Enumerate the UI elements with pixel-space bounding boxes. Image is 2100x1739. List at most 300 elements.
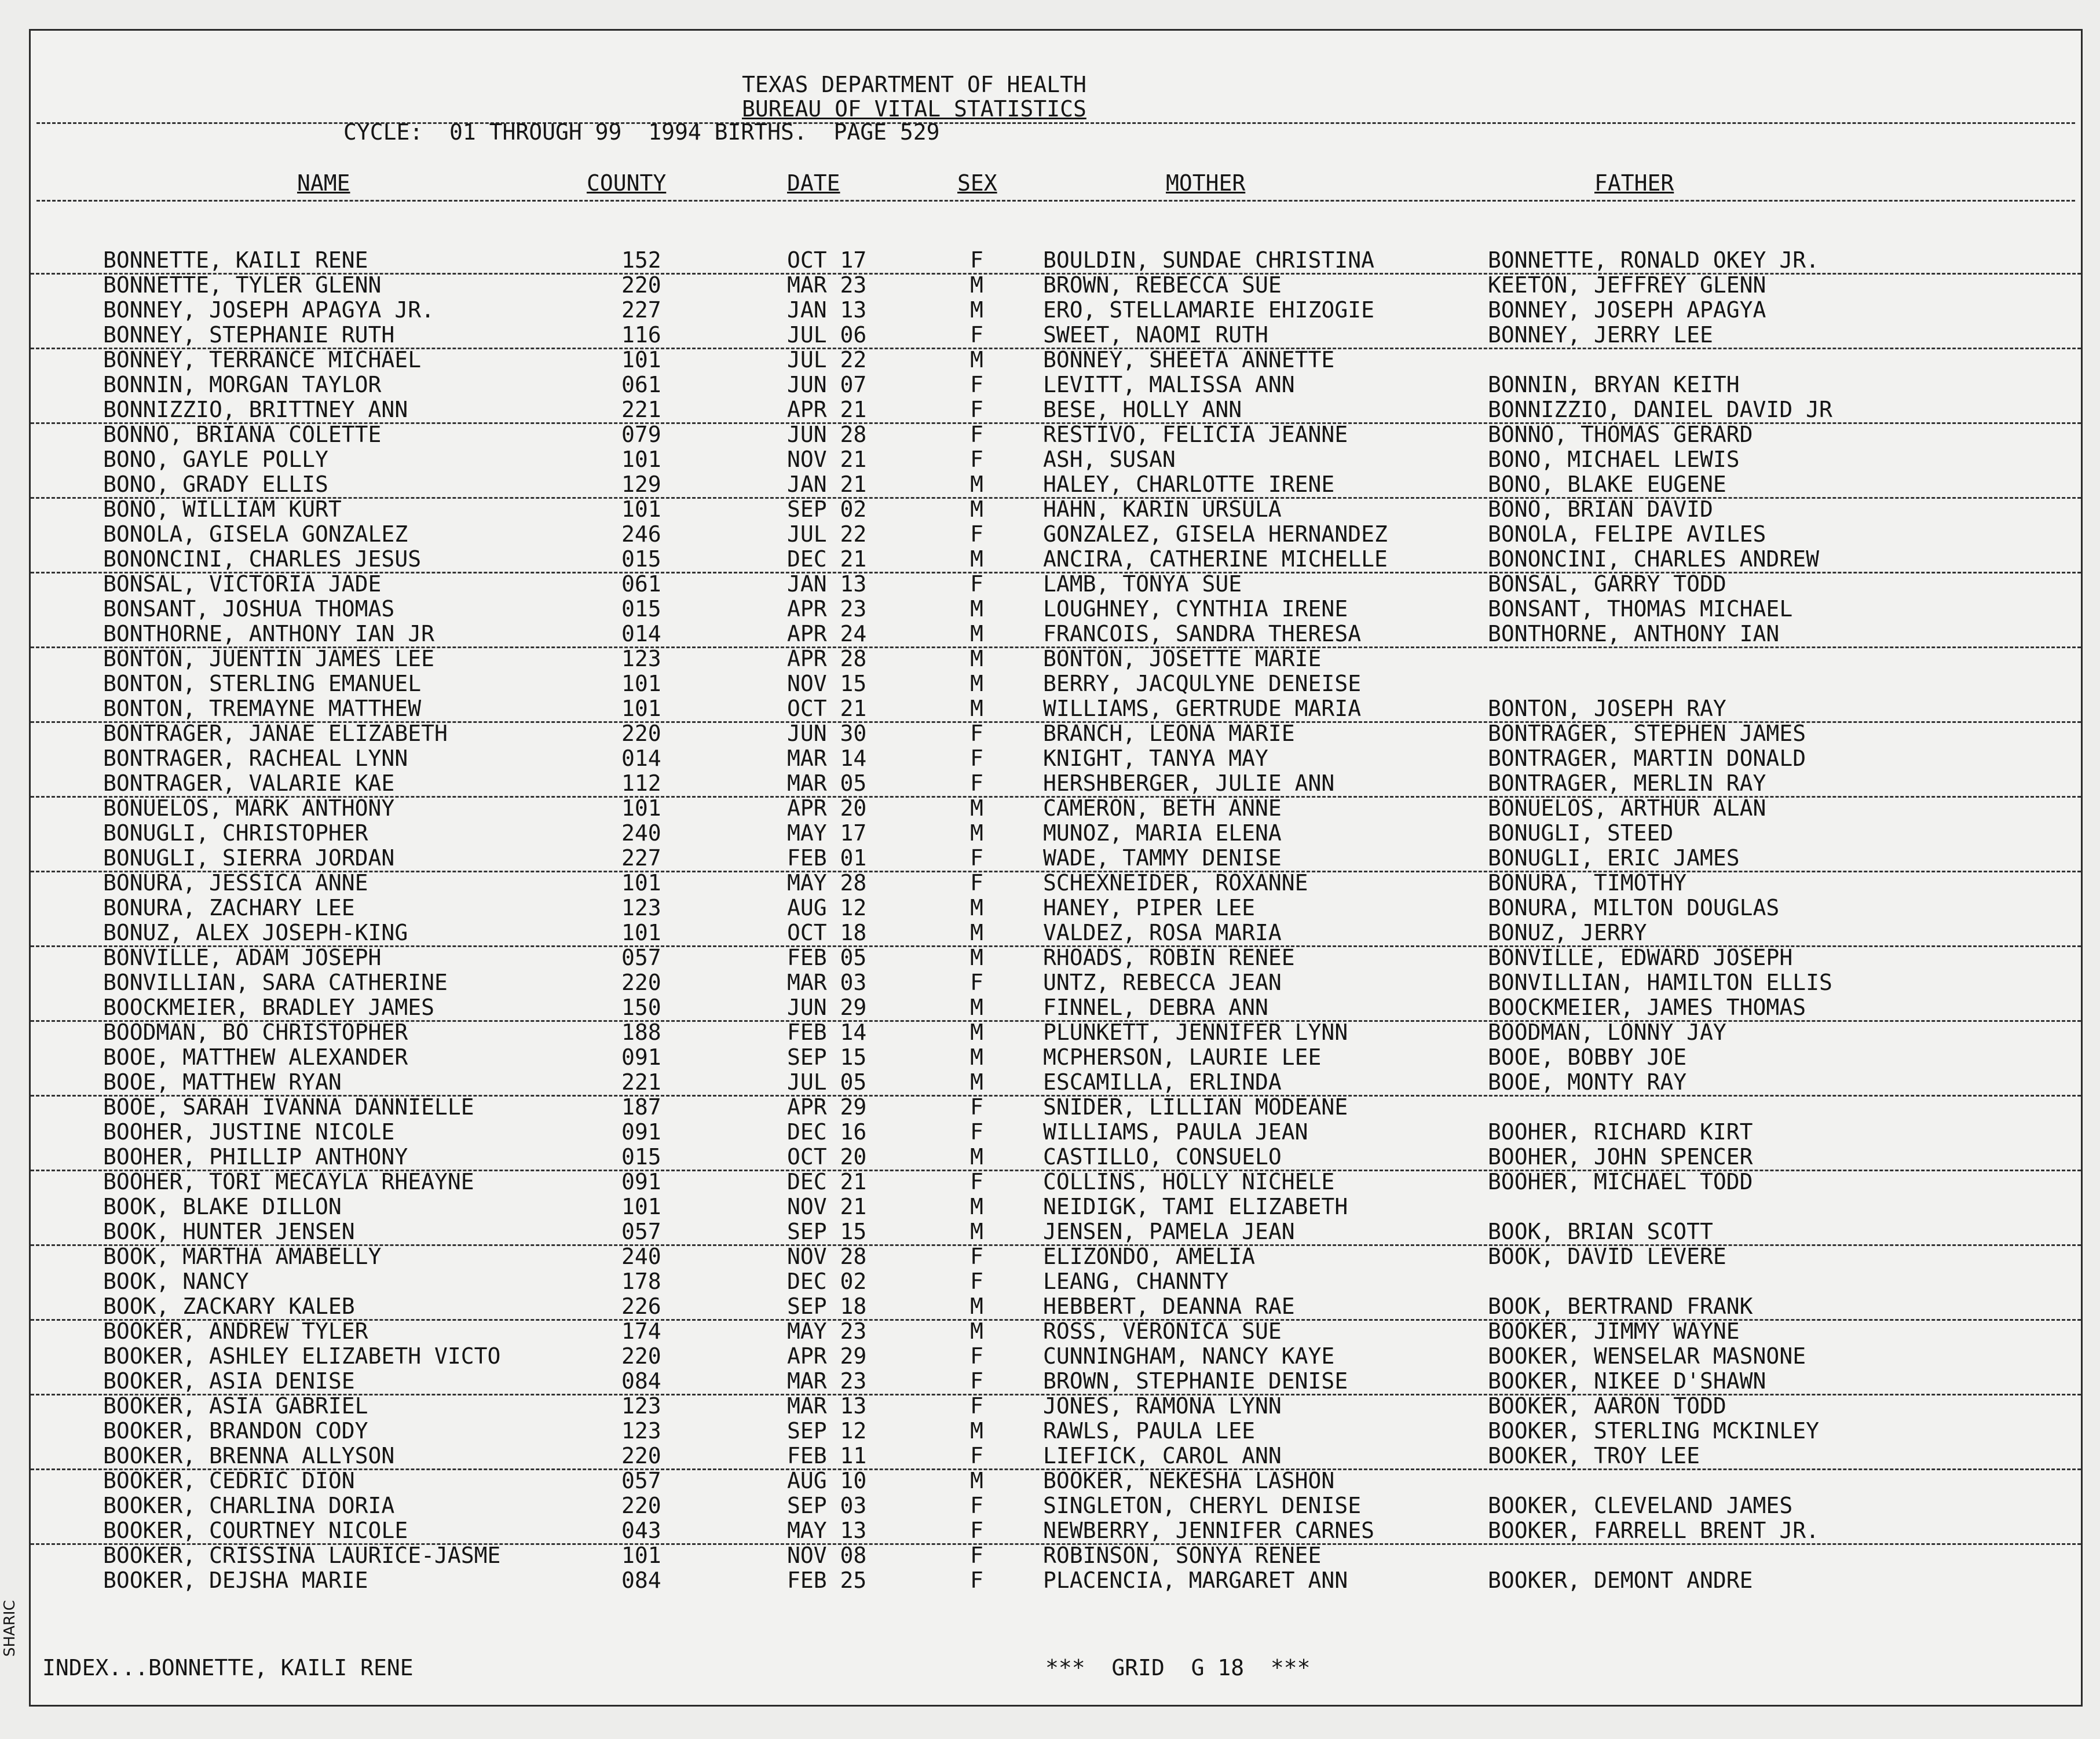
cell-date: DEC 02 [787,1269,867,1294]
table-row [31,298,2081,323]
cell-name: BONTRAGER, RACHEAL LYNN [103,746,408,771]
cell-father: BOOKER, TROY LEE [1488,1443,1700,1468]
cell-county: 220 [621,970,661,995]
column-header-name: NAME [297,170,350,196]
cell-date: APR 24 [787,621,867,646]
cell-mother: COLLINS, HOLLY NICHELE [1043,1169,1335,1194]
cell-date: MAY 13 [787,1518,867,1543]
cell-name: BOOKER, ASIA GABRIEL [103,1393,368,1419]
cell-name: BONNIN, MORGAN TAYLOR [103,372,382,397]
cell-mother: SNIDER, LILLIAN MODEANE [1043,1094,1348,1120]
cell-date: JAN 13 [787,571,867,597]
cell-sex: F [970,1393,983,1419]
cell-name: BOOHER, JUSTINE NICOLE [103,1119,395,1145]
cell-sex: F [970,1493,983,1518]
table-row [31,1020,2081,1045]
cell-date: FEB 14 [787,1020,867,1045]
table-row [31,1070,2081,1097]
cell-county: 101 [621,920,661,945]
cell-name: BOOHER, PHILLIP ANTHONY [103,1144,408,1170]
cell-county: 101 [621,1194,661,1219]
cell-mother: ROSS, VERONICA SUE [1043,1318,1282,1344]
cell-date: FEB 05 [787,945,867,970]
cell-name: BOOK, BLAKE DILLON [103,1194,342,1219]
cell-mother: LEANG, CHANNTY [1043,1269,1229,1294]
table-row [31,622,2081,648]
cell-name: BOOKER, CEDRIC DION [103,1468,355,1493]
cell-name: BONTRAGER, JANAE ELIZABETH [103,721,448,746]
cell-father: BONVILLIAN, HAMILTON ELLIS [1488,970,1832,995]
cell-name: BONURA, JESSICA ANNE [103,870,368,896]
cell-sex: M [970,945,983,970]
cell-sex: M [970,1219,983,1244]
side-label: SHARIC [1,1600,19,1657]
cell-mother: PLACENCIA, MARGARET ANN [1043,1568,1348,1593]
cell-mother: RESTIVO, FELICIA JEANNE [1043,422,1348,447]
cell-county: 227 [621,845,661,871]
cell-mother: BESE, HOLLY ANN [1043,397,1242,422]
cell-father: BOOKER, DEMONT ANDRE [1488,1568,1753,1593]
cell-name: BONO, GAYLE POLLY [103,447,328,472]
cell-mother: CASTILLO, CONSUELO [1043,1144,1282,1170]
cell-mother: JONES, RAMONA LYNN [1043,1393,1282,1419]
cell-father: BOOKER, STERLING MCKINLEY [1488,1418,1819,1444]
table-row [31,671,2081,696]
cell-county: 101 [621,671,661,696]
cell-name: BONOLA, GISELA GONZALEZ [103,521,408,547]
cell-county: 084 [621,1568,661,1593]
cell-sex: F [970,571,983,597]
cell-date: APR 29 [787,1343,867,1369]
table-row [31,796,2081,821]
cell-mother: BOULDIN, SUNDAE CHRISTINA [1043,247,1374,273]
cell-date: JAN 13 [787,297,867,323]
cell-date: JUL 22 [787,521,867,547]
table-row [31,920,2081,947]
cell-date: JUN 29 [787,995,867,1020]
cell-name: BOOK, MARTHA AMABELLY [103,1244,382,1269]
cell-sex: M [970,496,983,522]
cell-mother: GONZALEZ, GISELA HERNANDEZ [1043,521,1388,547]
cell-sex: M [970,1044,983,1070]
table-row [31,995,2081,1022]
cell-father: BONURA, MILTON DOUGLAS [1488,895,1780,920]
cell-date: FEB 11 [787,1443,867,1468]
cell-date: SEP 12 [787,1418,867,1444]
cell-county: 187 [621,1094,661,1120]
cell-father: BOOK, BRIAN SCOTT [1488,1219,1713,1244]
table-row [31,348,2081,372]
table-row [31,646,2081,671]
cell-name: BOOK, ZACKARY KALEB [103,1294,355,1319]
cell-name: BOOK, HUNTER JENSEN [103,1219,355,1244]
cell-sex: M [970,1294,983,1319]
column-header-date: DATE [787,170,840,196]
cell-mother: KNIGHT, TANYA MAY [1043,746,1268,771]
cell-sex: M [970,1069,983,1095]
cell-mother: FINNEL, DEBRA ANN [1043,995,1268,1020]
cell-name: BOOE, MATTHEW RYAN [103,1069,342,1095]
cell-mother: BONTON, JOSETTE MARIE [1043,646,1322,671]
cell-sex: F [970,447,983,472]
cell-father: BOOHER, RICHARD KIRT [1488,1119,1753,1145]
cell-father: BONTHORNE, ANTHONY IAN [1488,621,1780,646]
cell-county: 079 [621,422,661,447]
cell-sex: F [970,322,983,348]
cell-mother: HANEY, PIPER LEE [1043,895,1256,920]
cell-mother: BROWN, REBECCA SUE [1043,272,1282,298]
cell-sex: M [970,472,983,497]
cell-county: 084 [621,1368,661,1394]
cell-county: 221 [621,397,661,422]
cell-father: BONURA, TIMOTHY [1488,870,1687,896]
column-header-mother: MOTHER [1166,170,1246,196]
cell-father: BONNEY, JOSEPH APAGYA [1488,297,1766,323]
cell-father: BONUZ, JERRY [1488,920,1647,945]
cell-name: BONUELOS, MARK ANTHONY [103,795,395,821]
table-row [31,1518,2081,1545]
table-row [31,1444,2081,1470]
cell-mother: LIEFICK, CAROL ANN [1043,1443,1282,1468]
cell-father: BONTRAGER, MARTIN DONALD [1488,746,1806,771]
cell-name: BONNEY, STEPHANIE RUTH [103,322,395,348]
table-row [31,1394,2081,1419]
cell-sex: F [970,521,983,547]
cell-mother: BONNEY, SHEETA ANNETTE [1043,347,1335,372]
cell-father: BOOKER, JIMMY WAYNE [1488,1318,1740,1344]
cell-date: MAR 23 [787,1368,867,1394]
cell-date: JUN 30 [787,721,867,746]
cell-date: OCT 17 [787,247,867,273]
cell-name: BOOKER, CRISSINA LAURICE-JASME [103,1543,501,1568]
cell-father: BOOK, DAVID LEVERE [1488,1244,1726,1269]
cell-county: 101 [621,696,661,721]
cell-name: BOOKER, DEJSHA MARIE [103,1568,368,1593]
cell-county: 123 [621,646,661,671]
cell-date: OCT 21 [787,696,867,721]
cell-father: BOOHER, MICHAEL TODD [1488,1169,1753,1194]
cell-father: BONNETTE, RONALD OKEY JR. [1488,247,1819,273]
cell-father: BOOKER, WENSELAR MASNONE [1488,1343,1806,1369]
table-row [31,1045,2081,1070]
cell-county: 043 [621,1518,661,1543]
cell-date: NOV 21 [787,447,867,472]
cell-sex: M [970,671,983,696]
cell-father: KEETON, JEFFREY GLENN [1488,272,1766,298]
table-row [31,248,2081,275]
table-row [31,472,2081,499]
cell-father: BOOKER, CLEVELAND JAMES [1488,1493,1793,1518]
cell-date: APR 21 [787,397,867,422]
cell-father: BOOE, BOBBY JOE [1488,1044,1687,1070]
cell-sex: M [970,1020,983,1045]
cell-father: BONVILLE, EDWARD JOSEPH [1488,945,1793,970]
cell-sex: F [970,1443,983,1468]
cell-county: 220 [621,272,661,298]
cell-name: BONUGLI, CHRISTOPHER [103,820,368,846]
cell-sex: M [970,546,983,572]
cell-father: BONO, BLAKE EUGENE [1488,472,1726,497]
cell-date: MAR 23 [787,272,867,298]
cell-county: 112 [621,770,661,796]
cell-name: BOOKER, BRENNA ALLYSON [103,1443,395,1468]
cell-mother: LEVITT, MALISSA ANN [1043,372,1295,397]
cell-name: BOOKER, ASIA DENISE [103,1368,355,1394]
table-row [31,1145,2081,1171]
cell-date: JUL 22 [787,347,867,372]
cell-county: 123 [621,1393,661,1419]
cell-name: BOOE, MATTHEW ALEXANDER [103,1044,408,1070]
cell-county: 057 [621,945,661,970]
cell-county: 220 [621,1343,661,1369]
cell-sex: F [970,870,983,896]
cell-father: BOOCKMEIER, JAMES THOMAS [1488,995,1806,1020]
cell-date: JUN 28 [787,422,867,447]
cell-mother: FRANCOIS, SANDRA THERESA [1043,621,1362,646]
cell-mother: WILLIAMS, PAULA JEAN [1043,1119,1308,1145]
table-row [31,273,2081,298]
table-row [31,1319,2081,1344]
cell-mother: ASH, SUSAN [1043,447,1176,472]
cell-county: 101 [621,447,661,472]
table-row [31,1219,2081,1246]
cell-sex: F [970,1568,983,1593]
cell-date: NOV 21 [787,1194,867,1219]
cell-father: BONONCINI, CHARLES ANDREW [1488,546,1819,572]
cell-name: BONONCINI, CHARLES JESUS [103,546,422,572]
cell-sex: M [970,621,983,646]
cell-sex: M [970,1418,983,1444]
table-row [31,871,2081,896]
cell-father: BOODMAN, LONNY JAY [1488,1020,1726,1045]
cell-mother: HEBBERT, DEANNA RAE [1043,1294,1295,1319]
cell-father: BONUGLI, ERIC JAMES [1488,845,1740,871]
cell-county: 188 [621,1020,661,1045]
cell-county: 061 [621,372,661,397]
cell-date: JUL 05 [787,1069,867,1095]
cell-date: OCT 20 [787,1144,867,1170]
cell-mother: ROBINSON, SONYA RENEE [1043,1543,1322,1568]
cell-county: 057 [621,1468,661,1493]
cell-father: BONSAL, GARRY TODD [1488,571,1726,597]
cell-county: 091 [621,1169,661,1194]
cell-sex: F [970,1119,983,1145]
cell-father: BONSANT, THOMAS MICHAEL [1488,596,1793,622]
cell-county: 220 [621,721,661,746]
cell-date: APR 28 [787,646,867,671]
cell-name: BONSANT, JOSHUA THOMAS [103,596,395,622]
cell-date: SEP 18 [787,1294,867,1319]
cell-date: FEB 25 [787,1568,867,1593]
table-row [31,1269,2081,1294]
cell-mother: SINGLETON, CHERYL DENISE [1043,1493,1362,1518]
cell-name: BOOKER, BRANDON CODY [103,1418,368,1444]
cell-county: 123 [621,895,661,920]
cell-county: 015 [621,546,661,572]
cell-name: BONNEY, JOSEPH APAGYA JR. [103,297,434,323]
cell-name: BONTRAGER, VALARIE KAE [103,770,395,796]
cell-mother: ELIZONDO, AMELIA [1043,1244,1256,1269]
cell-father: BOOKER, AARON TODD [1488,1393,1726,1419]
cell-date: AUG 10 [787,1468,867,1493]
cell-sex: M [970,1194,983,1219]
column-header-rule [36,200,2075,202]
table-row [31,597,2081,622]
cell-father: BONOLA, FELIPE AVILES [1488,521,1766,547]
cell-mother: MUNOZ, MARIA ELENA [1043,820,1282,846]
cell-mother: CAMERON, BETH ANNE [1043,795,1282,821]
cell-father: BONUGLI, STEED [1488,820,1674,846]
cell-sex: M [970,920,983,945]
cell-name: BONO, WILLIAM KURT [103,496,342,522]
cell-father: BONUELOS, ARTHUR ALAN [1488,795,1766,821]
table-row [31,1194,2081,1219]
cell-county: 116 [621,322,661,348]
cell-date: JUL 06 [787,322,867,348]
cell-county: 101 [621,795,661,821]
cell-sex: M [970,1144,983,1170]
cell-date: DEC 16 [787,1119,867,1145]
cell-date: DEC 21 [787,546,867,572]
cell-father: BOOKER, NIKEE D'SHAWN [1488,1368,1766,1394]
cell-sex: M [970,895,983,920]
cell-sex: M [970,795,983,821]
cell-date: APR 20 [787,795,867,821]
cell-sex: F [970,721,983,746]
cell-county: 014 [621,746,661,771]
cell-sex: F [970,1543,983,1568]
document-frame [29,29,2083,1707]
cell-name: BOOKER, CHARLINA DORIA [103,1493,395,1518]
table-row [31,1493,2081,1518]
table-row [31,1468,2081,1493]
cell-name: BONVILLE, ADAM JOSEPH [103,945,382,970]
cell-name: BONNO, BRIANA COLETTE [103,422,382,447]
cell-name: BONNETTE, KAILI RENE [103,247,368,273]
cell-father: BOOE, MONTY RAY [1488,1069,1687,1095]
cell-sex: F [970,1518,983,1543]
cell-father: BONO, BRIAN DAVID [1488,496,1713,522]
footer-index: INDEX...BONNETTE, KAILI RENE [42,1655,414,1680]
cell-father: BOOK, BERTRAND FRANK [1488,1294,1753,1319]
cell-mother: LAMB, TONYA SUE [1043,571,1242,597]
cell-mother: LOUGHNEY, CYNTHIA IRENE [1043,596,1348,622]
table-row [31,1568,2081,1593]
cell-name: BONNETTE, TYLER GLENN [103,272,382,298]
cell-county: 057 [621,1219,661,1244]
cell-date: SEP 03 [787,1493,867,1518]
cell-sex: F [970,845,983,871]
cell-sex: F [970,770,983,796]
cell-county: 101 [621,496,661,522]
cell-name: BONURA, ZACHARY LEE [103,895,355,920]
cell-father: BONTON, JOSEPH RAY [1488,696,1726,721]
cell-date: JUN 07 [787,372,867,397]
cell-father: BONNEY, JERRY LEE [1488,322,1713,348]
table-row [31,846,2081,872]
cell-father: BONO, MICHAEL LEWIS [1488,447,1740,472]
cell-name: BONTHORNE, ANTHONY IAN JR [103,621,434,646]
cell-sex: F [970,422,983,447]
cell-sex: F [970,746,983,771]
cell-county: 227 [621,297,661,323]
column-header-county: COUNTY [587,170,667,196]
cell-mother: PLUNKETT, JENNIFER LYNN [1043,1020,1348,1045]
cell-mother: ERO, STELLAMARIE EHIZOGIE [1043,297,1374,323]
cell-county: 174 [621,1318,661,1344]
cell-name: BONVILLIAN, SARA CATHERINE [103,970,448,995]
cell-county: 129 [621,472,661,497]
cell-name: BOODMAN, BO CHRISTOPHER [103,1020,408,1045]
cell-date: MAR 03 [787,970,867,995]
cell-name: BOOKER, ANDREW TYLER [103,1318,368,1344]
cell-date: DEC 21 [787,1169,867,1194]
cell-mother: NEIDIGK, TAMI ELIZABETH [1043,1194,1348,1219]
table-row [31,945,2081,970]
cell-county: 246 [621,521,661,547]
cell-date: MAY 23 [787,1318,867,1344]
cell-date: APR 29 [787,1094,867,1120]
cell-date: MAR 13 [787,1393,867,1419]
cell-sex: F [970,1169,983,1194]
cell-sex: F [970,1244,983,1269]
cell-sex: M [970,995,983,1020]
cell-mother: HALEY, CHARLOTTE IRENE [1043,472,1335,497]
table-row [31,572,2081,597]
cell-mother: VALDEZ, ROSA MARIA [1043,920,1282,945]
cell-sex: M [970,272,983,298]
cell-father: BOOKER, FARRELL BRENT JR. [1488,1518,1819,1543]
cell-sex: F [970,247,983,273]
table-row [31,1095,2081,1120]
cell-sex: M [970,347,983,372]
cell-mother: BRANCH, LEONA MARIE [1043,721,1295,746]
table-row [31,1344,2081,1369]
cell-mother: WILLIAMS, GERTRUDE MARIA [1043,696,1362,721]
header-department: TEXAS DEPARTMENT OF HEALTH [742,72,1086,97]
footer-grid: *** GRID G 18 *** [1045,1655,1311,1680]
cell-county: 240 [621,1244,661,1269]
table-row [31,323,2081,349]
cell-date: FEB 01 [787,845,867,871]
table-row [31,497,2081,522]
cell-mother: RAWLS, PAULA LEE [1043,1418,1256,1444]
cell-date: MAR 14 [787,746,867,771]
cell-name: BOOHER, TORI MECAYLA RHEAYNE [103,1169,474,1194]
cell-county: 101 [621,1543,661,1568]
cell-father: BONTRAGER, STEPHEN JAMES [1488,721,1806,746]
cell-mother: MCPHERSON, LAURIE LEE [1043,1044,1322,1070]
cell-mother: WADE, TAMMY DENISE [1043,845,1282,871]
cell-mother: UNTZ, REBECCA JEAN [1043,970,1282,995]
cell-county: 061 [621,571,661,597]
cell-name: BOOE, SARAH IVANNA DANNIELLE [103,1094,474,1120]
cell-sex: F [970,1094,983,1120]
cell-mother: BOOKER, NEKESHA LASHON [1043,1468,1335,1493]
cell-county: 226 [621,1294,661,1319]
cell-date: SEP 15 [787,1044,867,1070]
cell-date: JAN 21 [787,472,867,497]
cell-name: BONTON, JUENTIN JAMES LEE [103,646,434,671]
cell-name: BOOKER, COURTNEY NICOLE [103,1518,408,1543]
table-row [31,447,2081,472]
cell-name: BONUGLI, SIERRA JORDAN [103,845,395,871]
cell-sex: F [970,1343,983,1369]
cell-county: 240 [621,820,661,846]
cell-mother: BERRY, JACQULYNE DENEISE [1043,671,1362,696]
cell-sex: F [970,372,983,397]
cell-date: AUG 12 [787,895,867,920]
